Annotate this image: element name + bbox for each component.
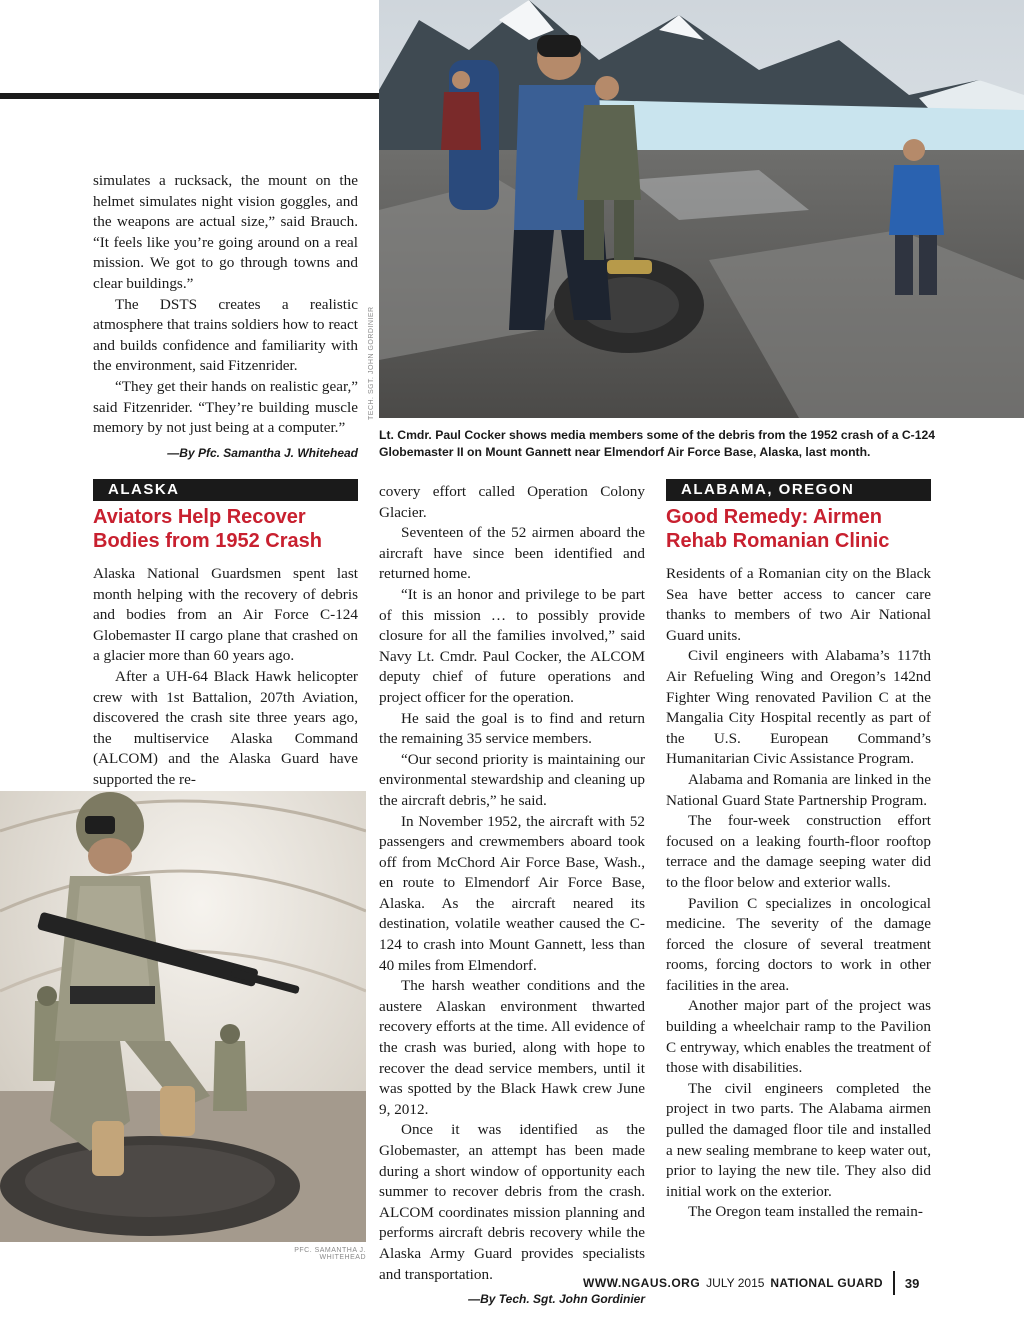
paragraph: covery effort called Operation Colony Glacier. xyxy=(379,483,645,521)
paragraph: The four-week construction effort focused on a leaking fourth-floor rooftop terrace and the damage seeping water did to the floor below and exterior walls. xyxy=(666,812,931,891)
top-rule xyxy=(0,93,379,99)
glacier-photo xyxy=(379,0,1024,418)
section-label-alaska: ALASKA xyxy=(93,479,358,501)
footer-url: WWW.NGAUS.ORG xyxy=(583,1276,701,1290)
alaska-article-col1 xyxy=(93,564,358,791)
paragraph: In November 1952, the aircraft with 52 passengers and crewmembers aboard took off from McChord Air Force Base, Wash., en route to Elmendorf Air Force Base, Alaska. As the aircraft neared its destination, volatile weather caused the C-124 to crash into Mount Gannett, less than 40 miles from Elmendorf. xyxy=(379,812,645,974)
paragraph: simulates a rucksack, the mount on the helmet simulates night vision goggles, and the weapons are actual size,” said Brauch. “It feels like you’re going around on a real mission. We got to go through towns and clear buildings.” xyxy=(93,172,358,292)
section-label-alabama-oregon: ALABAMA, OREGON xyxy=(666,479,931,501)
paragraph: The harsh weather conditions and the austere Alaskan environment thwarted recovery efforts at the time. All evidence of the crash was buried, along with hope to recover the dead service members, until it was spotted by the Black Hawk crew June 9, 2012. xyxy=(379,977,645,1118)
paragraph: The civil engineers completed the project in two parts. The Alabama airmen pulled the damaged floor tile and installed a new sealing membrane to keep water out, prior to laying the new tile. They also did initial work on the exterior. xyxy=(666,1079,931,1200)
soldier-training-photo xyxy=(0,791,366,1242)
continued-article xyxy=(93,171,358,463)
headline-alaska: Aviators Help Recover Bodies from 1952 Crash xyxy=(93,506,322,552)
paragraph: Once it was identified as the Globemaster, an attempt has been made during a short window of opportunity each summer to recover debris from the crash. ALCOM coordinates mission planning and performs aircraft debris recovery while the Alaska Army Guard provides specialists and transportation. xyxy=(379,1121,645,1283)
paragraph: He said the goal is to find and return the remaining 35 service members. xyxy=(379,709,645,748)
footer-issue-date: JULY 2015 xyxy=(706,1276,765,1290)
page-number: 39 xyxy=(904,1275,920,1291)
bottom-photo-credit: PFC. SAMANTHA J. WHITEHEAD xyxy=(294,1247,366,1261)
top-photo-credit: TECH. SGT. JOHN GORDINIER xyxy=(368,306,375,420)
paragraph: Alaska National Guardsmen spent last month helping with the recovery of debris and bodies from an Air Force C-124 Globemaster II cargo plane that crashed on a glacier more than 60 years ago. xyxy=(93,565,358,665)
paragraph: After a UH-64 Black Hawk helicopter crew with 1st Battalion, 207th Aviation, discovered the crash site three years ago, the multiservice Alaska Command (ALCOM) and the Alaska Guard have supported the re- xyxy=(93,667,358,788)
paragraph: Residents of a Romanian city on the Black Sea have better access to cancer care thanks to members of two Air National Guard units. xyxy=(666,565,931,644)
paragraph: The Oregon team installed the remain- xyxy=(688,1203,923,1221)
page-footer xyxy=(583,1271,919,1295)
paragraph: Seventeen of the 52 airmen aboard the aircraft have since been identified and returned home. xyxy=(379,524,645,583)
paragraph: Another major part of the project was building a wheelchair ramp to the Pavilion C entryway, which enables the treatment of those with disabilities. xyxy=(666,997,931,1077)
paragraph: “They get their hands on realistic gear,” said Fitzenrider. “They’re building muscle memory by not just being at a computer.” xyxy=(93,377,358,437)
headline-alabama-oregon: Good Remedy: Airmen Rehab Romanian Clinic xyxy=(666,506,890,552)
byline: —By Tech. Sgt. John Gordinier xyxy=(468,1292,645,1307)
paragraph: “Our second priority is maintaining our environmental stewardship and cleaning up the aircraft debris,” he said. xyxy=(379,750,645,809)
paragraph: Alabama and Romania are linked in the National Guard State Partnership Program. xyxy=(666,770,931,809)
paragraph: Civil engineers with Alabama’s 117th Air Refueling Wing and Oregon’s 142nd Fighter Wing renovated Pavilion C at the Mangalia City Hospital recently as part of the U.S. European Command’s Humanitarian Civic Assistance Program. xyxy=(666,647,931,768)
footer-magazine-name: NATIONAL GUARD xyxy=(770,1276,883,1290)
paragraph: Pavilion C specializes in oncological medicine. The severity of the damage forced the closure of several treatment rooms, forcing doctors to work in other facilities in the area. xyxy=(666,894,931,994)
paragraph: “It is an honor and privilege to be part of this mission … to possibly provide closure for all the families involved,” said Navy Lt. Cmdr. Paul Cocker, the ALCOM deputy chief of future operations and project officer for the operation. xyxy=(379,585,645,706)
alaska-article-col2 xyxy=(379,482,645,1310)
footer-divider xyxy=(893,1271,895,1295)
alabama-article xyxy=(666,564,931,1223)
byline: —By Pfc. Samantha J. Whitehead xyxy=(167,445,358,460)
paragraph: The DSTS creates a realistic atmosphere that trains soldiers how to react and builds confidence and familiarity with the environment, said Fitzenrider. xyxy=(93,295,358,375)
top-photo-caption: Lt. Cmdr. Paul Cocker shows media members some of the debris from the 1952 crash of a C-124 Globemaster II on Mount Gannett near Elmendorf Air Force Base, Alaska, last month. xyxy=(379,428,936,459)
